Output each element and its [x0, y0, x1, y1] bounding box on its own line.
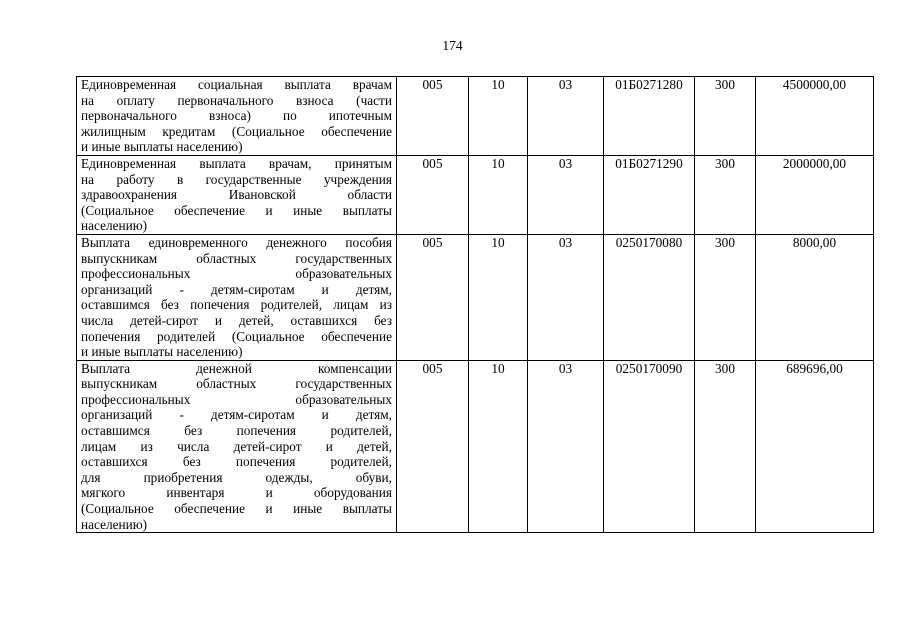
subsection-cell: 03	[528, 360, 604, 533]
row-description	[77, 360, 397, 533]
subsection-cell: 03	[528, 155, 604, 234]
target-article-cell: 01Б0271290	[604, 155, 695, 234]
description-line: профессиональных образовательных	[81, 266, 392, 282]
description-line: на оплату первоначального взноса (части	[81, 92, 392, 108]
section-cell: 10	[469, 234, 528, 360]
row-description	[77, 234, 397, 360]
expense-type-cell: 300	[695, 234, 756, 360]
subsection-cell: 03	[528, 77, 604, 156]
section-cell: 10	[469, 155, 528, 234]
ministry-code-cell: 005	[397, 155, 469, 234]
expense-type-cell: 300	[695, 360, 756, 533]
target-article-cell: 0250170080	[604, 234, 695, 360]
ministry-code-cell: 005	[397, 77, 469, 156]
budget-table	[76, 76, 874, 533]
row-description	[77, 155, 397, 234]
description-line: организаций - детям-сиротам и детям,	[81, 407, 392, 423]
description-line: и иные выплаты населению)	[81, 139, 243, 155]
ministry-code-cell: 005	[397, 360, 469, 533]
description-line: Единовременная социальная выплата врачам	[81, 77, 392, 92]
description-line: Единовременная выплата врачам, принятым	[81, 155, 392, 171]
description-line: (Социальное обеспечение и иные выплаты	[81, 501, 392, 517]
ministry-code-cell: 005	[397, 234, 469, 360]
amount-cell: 8000,00	[756, 234, 874, 360]
amount-cell: 4500000,00	[756, 77, 874, 156]
description-line: и иные выплаты населению)	[81, 344, 243, 360]
description-line: на работу в государственные учреждения	[81, 171, 392, 187]
description-line: профессиональных образовательных	[81, 391, 392, 407]
page-number: 174	[442, 38, 463, 53]
description-line: оставшимся без попечения родителей,	[81, 423, 392, 439]
description-line: лицам из числа детей-сирот и детей,	[81, 438, 392, 454]
description-line: здравоохранения Ивановской области	[81, 187, 392, 203]
table-row	[77, 155, 874, 234]
subsection-cell: 03	[528, 234, 604, 360]
section-cell: 10	[469, 77, 528, 156]
description-line: населению)	[81, 516, 148, 532]
table-body	[77, 77, 874, 533]
target-article-cell: 01Б0271280	[604, 77, 695, 156]
expense-type-cell: 300	[695, 77, 756, 156]
description-line: попечения родителей (Социальное обеспечение	[81, 328, 392, 344]
description-line: организаций - детям-сиротам и детям,	[81, 281, 392, 297]
description-line: выпускникам областных государственных	[81, 250, 392, 266]
description-line: жилищным кредитам (Социальное обеспечение	[81, 123, 392, 139]
description-line: для приобретения одежды, обуви,	[81, 469, 392, 485]
description-line: оставшихся без попечения родителей,	[81, 454, 392, 470]
description-line: (Социальное обеспечение и иные выплаты	[81, 202, 392, 218]
table-row	[77, 360, 874, 533]
table-row	[77, 234, 874, 360]
description-line: числа детей-сирот и детей, оставшихся без	[81, 312, 392, 328]
description-line: первоначального взноса) по ипотечным	[81, 108, 392, 124]
description-line: мягкого инвентаря и оборудования	[81, 485, 392, 501]
description-line: Выплата единовременного денежного пособия	[81, 234, 392, 250]
amount-cell: 689696,00	[756, 360, 874, 533]
target-article-cell: 0250170090	[604, 360, 695, 533]
description-line: населению)	[81, 218, 148, 234]
expense-type-cell: 300	[695, 155, 756, 234]
description-line: оставшимся без попечения родителей, лицам из	[81, 297, 392, 313]
table-row	[77, 77, 874, 156]
amount-cell: 2000000,00	[756, 155, 874, 234]
description-line: выпускникам областных государственных	[81, 376, 392, 392]
description-line: Выплата денежной компенсации	[81, 360, 392, 376]
row-description	[77, 77, 397, 156]
section-cell: 10	[469, 360, 528, 533]
